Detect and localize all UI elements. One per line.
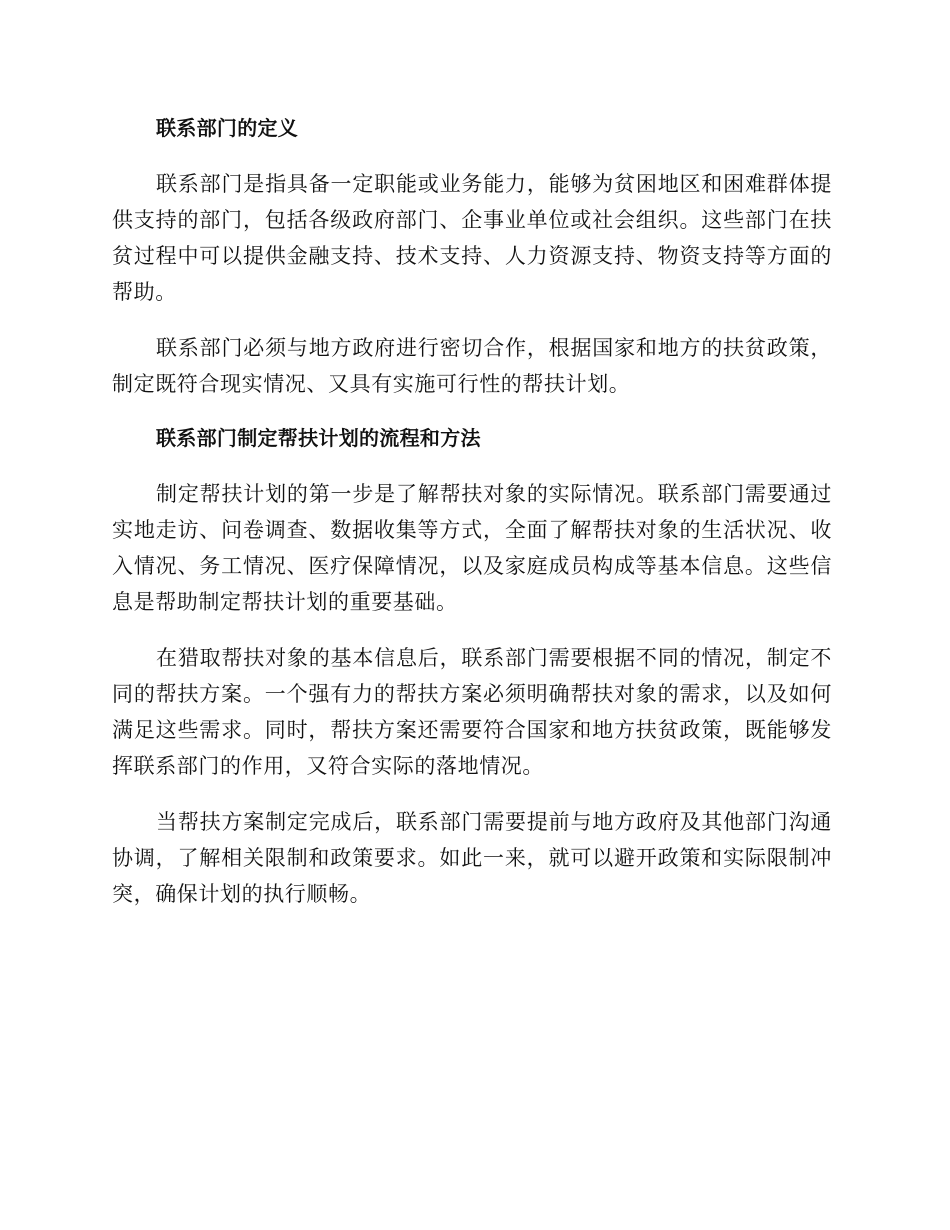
- paragraph-process-1: 制定帮扶计划的第一步是了解帮扶对象的实际情况。联系部门需要通过实地走访、问卷调查、数据收集等方式，全面了解帮扶对象的生活状况、收入情况、务工情况、医疗保障情况，以及家庭成员构成等基本信息。这些信息是帮助制定帮扶计划的重要基础。: [112, 482, 832, 614]
- document-body: [112, 113, 832, 912]
- section-heading-definition: 联系部门的定义: [156, 116, 299, 140]
- paragraph-process-2: 在猎取帮扶对象的基本信息后，联系部门需要根据不同的情况，制定不同的帮扶方案。一个强有力的帮扶方案必须明确帮扶对象的需求，以及如何满足这些需求。同时，帮扶方案还需要符合国家和地方扶贫政策，既能够发挥联系部门的作用，又符合实际的落地情况。: [112, 646, 832, 778]
- section-heading-process: 联系部门制定帮扶计划的流程和方法: [156, 426, 481, 450]
- paragraph-definition-1: 联系部门是指具备一定职能或业务能力，能够为贫困地区和困难群体提供支持的部门，包括各级政府部门、企事业单位或社会组织。这些部门在扶贫过程中可以提供金融支持、技术支持、人力资源支持、物资支持等方面的帮助。: [112, 172, 832, 304]
- paragraph-process-3: 当帮扶方案制定完成后，联系部门需要提前与地方政府及其他部门沟通协调，了解相关限制和政策要求。如此一来，就可以避开政策和实际限制冲突，确保计划的执行顺畅。: [112, 810, 832, 906]
- paragraph-definition-2: 联系部门必须与地方政府进行密切合作，根据国家和地方的扶贫政策，制定既符合现实情况、又具有实施可行性的帮扶计划。: [112, 336, 832, 396]
